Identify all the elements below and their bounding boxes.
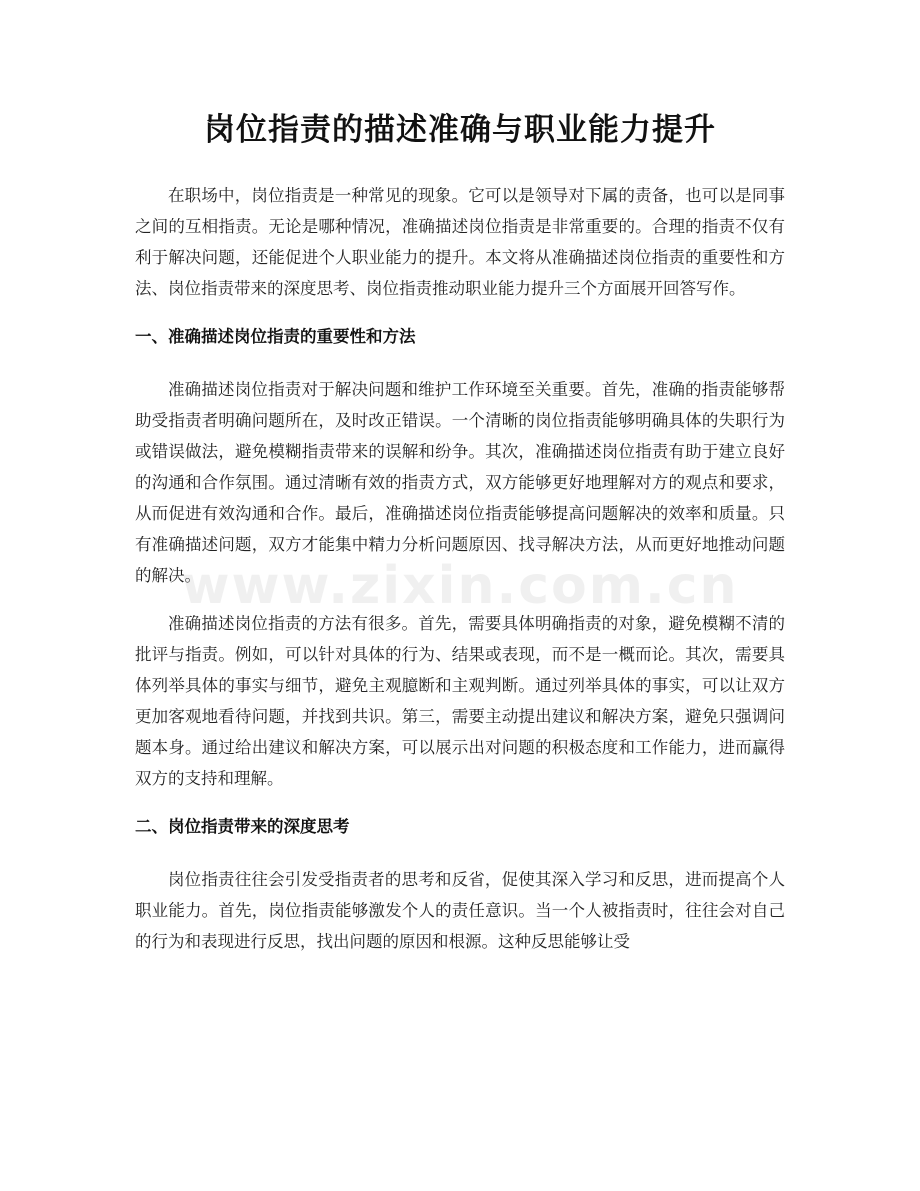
- document-body: [135, 180, 785, 974]
- section-heading-2: 二、岗位指责带来的深度思考: [135, 817, 350, 836]
- document-title: 岗位指责的描述准确与职业能力提升: [204, 112, 716, 148]
- section-heading-1: 一、准确描述岗位指责的重要性和方法: [135, 327, 416, 346]
- body-paragraph: 准确描述岗位指责的方法有很多。首先，需要具体明确指责的对象，避免模糊不清的批评与指责。例如，可以针对具体的行为、结果或表现，而不是一概而论。其次，需要具体列举具体的事实与细节，避免主观臆断和主观判断。通过列举具体的事实，可以让双方更加客观地看待问题，并找到共识。第三，需要主动提出建议和解决方案，避免只强调问题本身。通过给出建议和解决方案，可以展示出对问题的积极态度和工作能力，进而赢得双方的支持和理解。: [135, 614, 785, 788]
- body-paragraph: 准确描述岗位指责对于解决问题和维护工作环境至关重要。首先，准确的指责能够帮助受指责者明确问题所在，及时改正错误。一个清晰的岗位指责能够明确具体的失职行为或错误做法，避免模糊指责带来的误解和纷争。其次，准确描述岗位指责有助于建立良好的沟通和合作氛围。通过清晰有效的指责方式，双方能够更好地理解对方的观点和要求，从而促进有效沟通和合作。最后，准确描述岗位指责能够提高问题解决的效率和质量。只有准确描述问题，双方才能集中精力分析问题原因、找寻解决方法，从而更好地推动问题的解决。: [135, 380, 785, 585]
- intro-paragraph: 在职场中，岗位指责是一种常见的现象。它可以是领导对下属的责备，也可以是同事之间的互相指责。无论是哪种情况，准确描述岗位指责是非常重要的。合理的指责不仅有利于解决问题，还能促进个人职业能力的提升。本文将从准确描述岗位指责的重要性和方法、岗位指责带来的深度思考、岗位指责推动职业能力提升三个方面展开回答写作。: [135, 186, 785, 298]
- body-paragraph: 岗位指责往往会引发受指责者的思考和反省，促使其深入学习和反思，进而提高个人职业能力。首先，岗位指责能够激发个人的责任意识。当一个人被指责时，往往会对自己的行为和表现进行反思，找出问题的原因和根源。这种反思能够让受: [135, 870, 785, 951]
- watermark: www.zixin.com.cn: [181, 556, 739, 616]
